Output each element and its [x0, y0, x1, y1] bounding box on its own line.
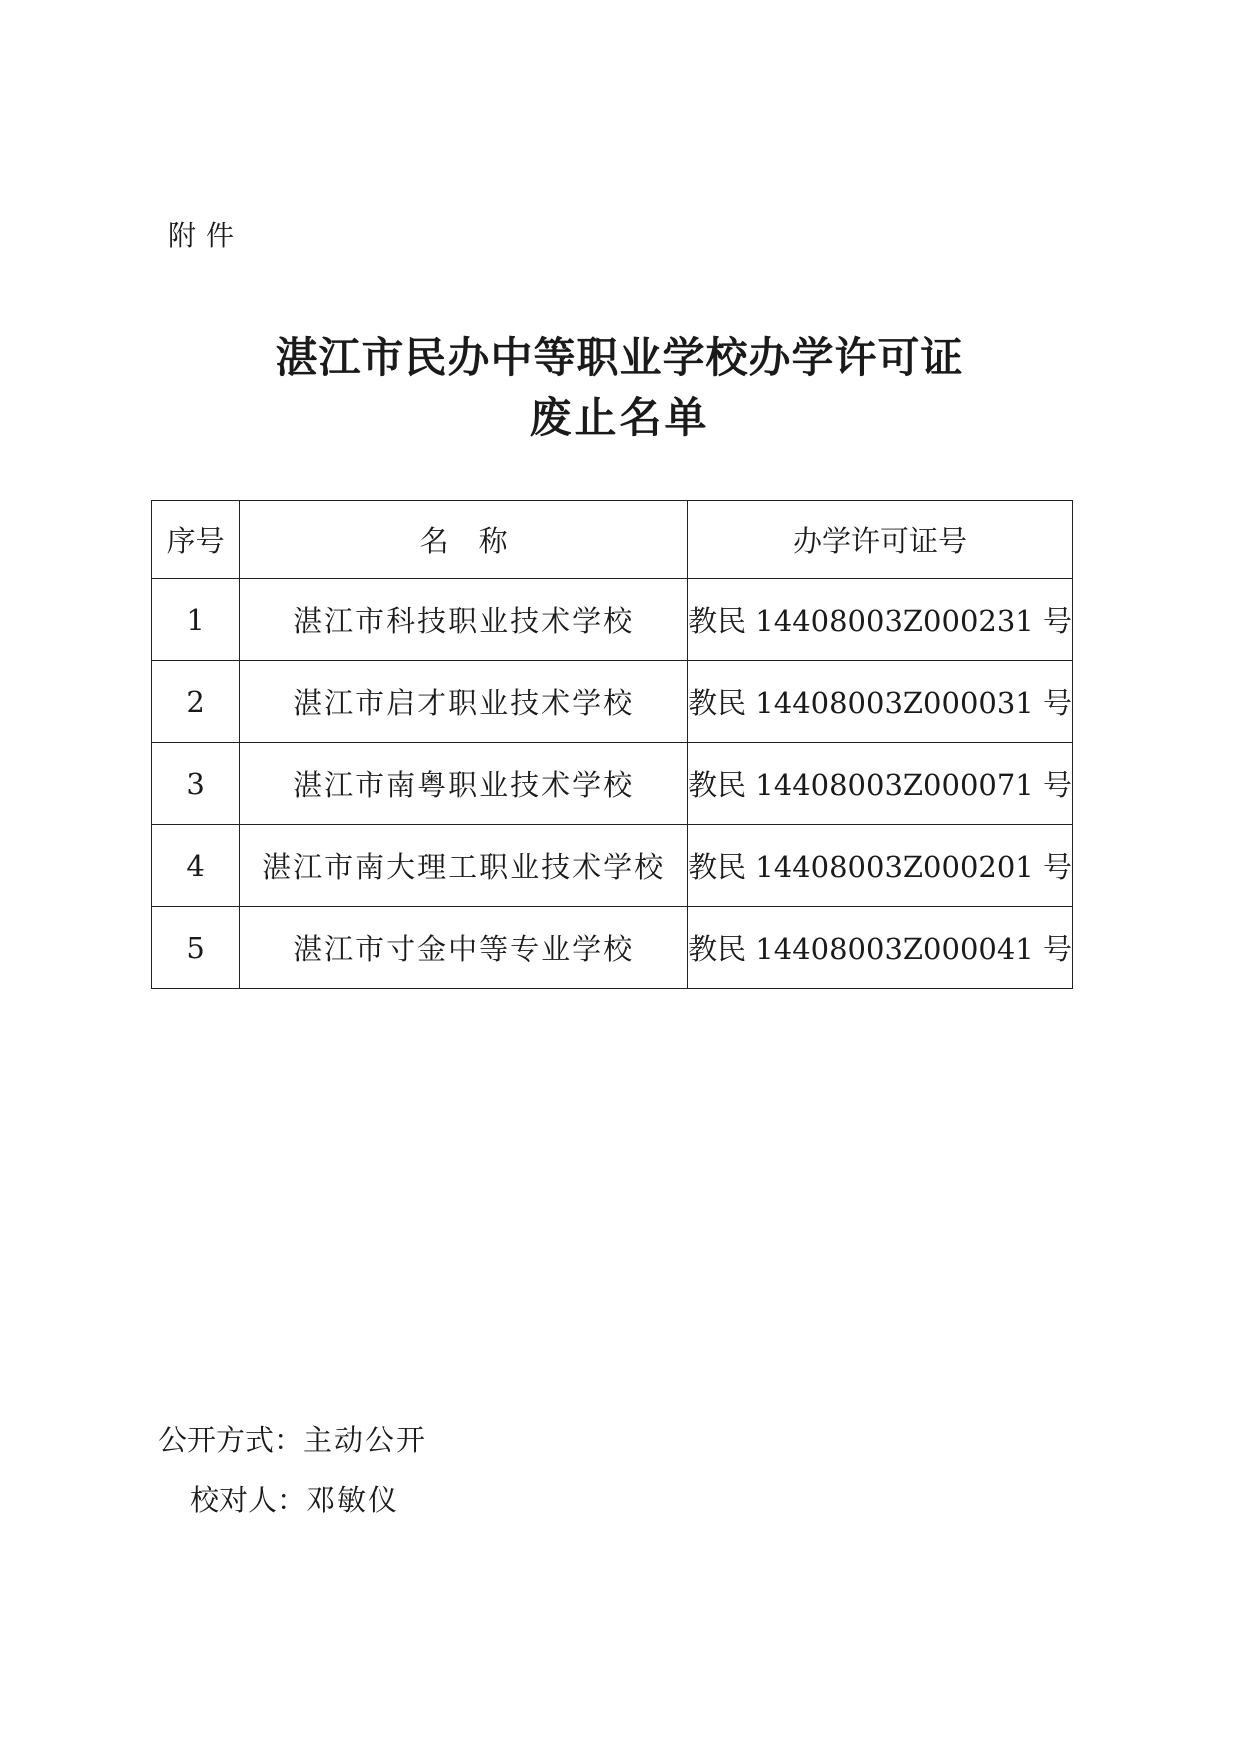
header-name: 名称	[240, 501, 688, 579]
row-seq: 5	[152, 907, 240, 989]
row-school-name: 湛江市寸金中等专业学校	[240, 907, 688, 989]
row-seq: 2	[152, 661, 240, 743]
table-row	[152, 825, 1073, 907]
publicity-label: 公开方式：	[158, 1423, 304, 1457]
document-title: 湛江市民办中等职业学校办学许可证	[275, 333, 964, 382]
revocation-table	[151, 500, 1073, 989]
row-license-number: 教民 14408003Z000041 号	[688, 907, 1073, 989]
publicity-line	[158, 1418, 427, 1459]
proofreader-label: 校对人：	[190, 1483, 307, 1517]
proofreader-line	[190, 1478, 399, 1519]
row-school-name: 湛江市南粤职业技术学校	[240, 743, 688, 825]
table-row	[152, 579, 1073, 661]
table-row	[152, 743, 1073, 825]
row-license-number: 教民 14408003Z000231 号	[688, 579, 1073, 661]
row-license-number: 教民 14408003Z000031 号	[688, 661, 1073, 743]
header-seq: 序号	[152, 501, 240, 579]
attachment-label: 附件	[168, 219, 245, 252]
row-school-name: 湛江市启才职业技术学校	[240, 661, 688, 743]
row-school-name: 湛江市科技职业技术学校	[240, 579, 688, 661]
row-school-name: 湛江市南大理工职业技术学校	[240, 825, 688, 907]
table-row	[152, 907, 1073, 989]
document-subtitle: 废止名单	[529, 393, 710, 442]
publicity-value: 主动公开	[303, 1423, 428, 1457]
row-license-number: 教民 14408003Z000071 号	[688, 743, 1073, 825]
header-license: 办学许可证号	[688, 501, 1073, 579]
proofreader-value: 邓敏仪	[306, 1483, 400, 1517]
table-header-row	[152, 501, 1073, 579]
row-seq: 3	[152, 743, 240, 825]
table-row	[152, 661, 1073, 743]
row-license-number: 教民 14408003Z000201 号	[688, 825, 1073, 907]
row-seq: 4	[152, 825, 240, 907]
row-seq: 1	[152, 579, 240, 661]
